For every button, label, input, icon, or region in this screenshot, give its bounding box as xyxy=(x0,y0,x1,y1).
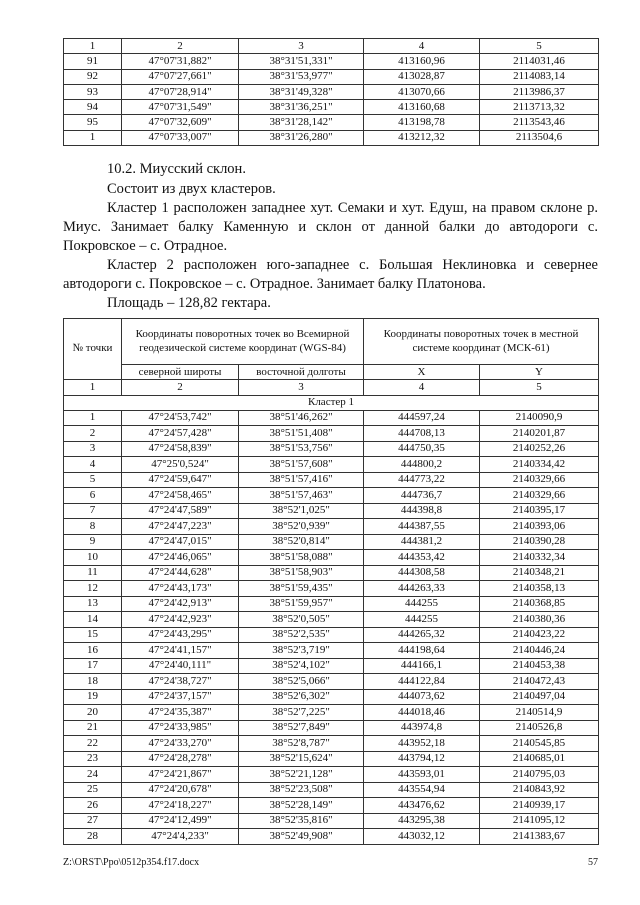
table-cell: 20 xyxy=(64,705,122,721)
table-cell: 38°52'21,128" xyxy=(239,767,364,783)
table-cell: 47°24'47,223" xyxy=(122,519,239,535)
table-cell: 11 xyxy=(64,565,122,581)
table-cell: 23 xyxy=(64,751,122,767)
table-cell: 444166,1 xyxy=(364,658,480,674)
table-row xyxy=(64,457,599,473)
table-cell: 2140329,66 xyxy=(480,488,599,504)
table-cell: 4 xyxy=(64,457,122,473)
table-cell: 47°24'43,295" xyxy=(122,627,239,643)
table-cell: 2140526,8 xyxy=(480,720,599,736)
table-cell: 38°52'7,225" xyxy=(239,705,364,721)
table-cell: 47°24'18,227" xyxy=(122,798,239,814)
table-cell: 38°31'26,280" xyxy=(239,130,364,145)
table-row xyxy=(64,565,599,581)
table-cell: 26 xyxy=(64,798,122,814)
table-cell: 413160,96 xyxy=(364,54,480,69)
table-row xyxy=(64,612,599,628)
latitude-header: северной широты xyxy=(122,365,239,380)
table-row xyxy=(64,410,599,426)
clusters-count-text: Состоит из двух кластеров. xyxy=(107,181,276,197)
table-cell: 38°52'2,535" xyxy=(239,627,364,643)
table-cell: 413198,78 xyxy=(364,115,480,130)
table-cell: 13 xyxy=(64,596,122,612)
table-cell: 38°52'28,149" xyxy=(239,798,364,814)
column-number: 2 xyxy=(122,380,239,396)
table-cell: 2140685,01 xyxy=(480,751,599,767)
table-cell: 47°24'20,678" xyxy=(122,782,239,798)
table1-body xyxy=(64,39,599,146)
table-row xyxy=(64,627,599,643)
column-number: 5 xyxy=(480,39,599,54)
table-cell: 47°24'43,173" xyxy=(122,581,239,597)
table-cell: 38°52'8,787" xyxy=(239,736,364,752)
table-cell: 413212,32 xyxy=(364,130,480,145)
page-number: 57 xyxy=(588,857,598,868)
column-number: 3 xyxy=(239,39,364,54)
table-cell: 47°24'47,589" xyxy=(122,503,239,519)
table-row xyxy=(64,115,599,130)
footer-file-path: Z:\ORST\Ppo\0512p354.f17.docx xyxy=(63,857,200,868)
table-cell: 443974,8 xyxy=(364,720,480,736)
table-row xyxy=(64,720,599,736)
column-number: 1 xyxy=(64,39,122,54)
table-cell: 2140497,04 xyxy=(480,689,599,705)
table-row xyxy=(64,54,599,69)
table-cell: 38°31'53,977" xyxy=(239,69,364,84)
table-row xyxy=(64,503,599,519)
longitude-header: восточной долготы xyxy=(239,365,364,380)
table-cell: 47°24'33,985" xyxy=(122,720,239,736)
table-cell: 38°31'28,142" xyxy=(239,115,364,130)
table-cell: 38°52'4,102" xyxy=(239,658,364,674)
table-cell: 47°24'33,270" xyxy=(122,736,239,752)
table-row xyxy=(64,643,599,659)
table-cell: 444255 xyxy=(364,612,480,628)
table-cell: 47°07'28,914" xyxy=(122,84,239,99)
table-row xyxy=(64,813,599,829)
table-cell: 444597,24 xyxy=(364,410,480,426)
table-cell: 2113713,32 xyxy=(480,100,599,115)
table-row xyxy=(64,736,599,752)
table-cell: 2141383,67 xyxy=(480,829,599,845)
table-cell: 1 xyxy=(64,410,122,426)
table-cell: 47°07'32,609" xyxy=(122,115,239,130)
section-heading: 10.2. Миусский склон. xyxy=(107,161,246,177)
table-cell: 5 xyxy=(64,472,122,488)
table-cell: 38°51'58,088" xyxy=(239,550,364,566)
table-cell: 2140545,85 xyxy=(480,736,599,752)
table-cell: 47°24'53,742" xyxy=(122,410,239,426)
table-row xyxy=(64,581,599,597)
point-number-header: № точки xyxy=(64,319,122,380)
table-cell: 444736,7 xyxy=(364,488,480,504)
table-cell: 38°51'51,408" xyxy=(239,426,364,442)
table-cell: 21 xyxy=(64,720,122,736)
table-cell: 19 xyxy=(64,689,122,705)
table-cell: 47°24'38,727" xyxy=(122,674,239,690)
table-row xyxy=(64,84,599,99)
table-cell: 413028,87 xyxy=(364,69,480,84)
column-number: 1 xyxy=(64,380,122,396)
table-cell: 444073,62 xyxy=(364,689,480,705)
cluster-label: Кластер 1 xyxy=(64,395,599,410)
table-cell: 2140358,13 xyxy=(480,581,599,597)
table-cell: 2140395,17 xyxy=(480,503,599,519)
table-row xyxy=(64,519,599,535)
table-cell: 47°25'0,524" xyxy=(122,457,239,473)
table-row xyxy=(64,69,599,84)
table-cell: 6 xyxy=(64,488,122,504)
table-row xyxy=(64,674,599,690)
table-row xyxy=(64,534,599,550)
table-cell: 2140423,22 xyxy=(480,627,599,643)
table-cell: 94 xyxy=(64,100,122,115)
table-cell: 38°52'0,505" xyxy=(239,612,364,628)
table-cell: 2140201,87 xyxy=(480,426,599,442)
wgs84-header: Координаты поворотных точек во Всемирной геодезической системе координат (WGS-84) xyxy=(122,319,364,365)
table-row xyxy=(64,767,599,783)
table-cell: 2140348,21 xyxy=(480,565,599,581)
table-cell: 38°51'53,756" xyxy=(239,441,364,457)
table-cell: 12 xyxy=(64,581,122,597)
table-cell: 38°52'1,025" xyxy=(239,503,364,519)
table-row xyxy=(64,100,599,115)
column-number-row xyxy=(64,380,599,396)
table-cell: 47°07'31,549" xyxy=(122,100,239,115)
table-cell: 47°24'4,233" xyxy=(122,829,239,845)
table-cell: 18 xyxy=(64,674,122,690)
table-cell: 1 xyxy=(64,130,122,145)
table-cell: 444353,42 xyxy=(364,550,480,566)
table-row xyxy=(64,488,599,504)
table-cell: 47°24'58,465" xyxy=(122,488,239,504)
table2-body xyxy=(64,410,599,844)
table-cell: 47°24'44,628" xyxy=(122,565,239,581)
column-number: 2 xyxy=(122,39,239,54)
table-cell: 38°51'57,463" xyxy=(239,488,364,504)
table-row xyxy=(64,782,599,798)
table-cell: 444018,46 xyxy=(364,705,480,721)
table-cell: 47°24'58,839" xyxy=(122,441,239,457)
table-row xyxy=(64,130,599,145)
table-cell: 38°51'59,435" xyxy=(239,581,364,597)
table-cell: 47°24'35,387" xyxy=(122,705,239,721)
table-cell: 24 xyxy=(64,767,122,783)
table-cell: 444750,35 xyxy=(364,441,480,457)
table-cell: 25 xyxy=(64,782,122,798)
table-cell: 9 xyxy=(64,534,122,550)
table-cell: 47°07'27,661" xyxy=(122,69,239,84)
table-cell: 443476,62 xyxy=(364,798,480,814)
table-cell: 2140090,9 xyxy=(480,410,599,426)
table-row xyxy=(64,550,599,566)
table-cell: 38°51'57,416" xyxy=(239,472,364,488)
column-number: 3 xyxy=(239,380,364,396)
table-cell: 444255 xyxy=(364,596,480,612)
column-number: 4 xyxy=(364,39,480,54)
table-cell: 2114083,14 xyxy=(480,69,599,84)
table-cell: 38°52'35,816" xyxy=(239,813,364,829)
table-cell: 16 xyxy=(64,643,122,659)
table-cell: 47°24'42,923" xyxy=(122,612,239,628)
table-cell: 444398,8 xyxy=(364,503,480,519)
table-cell: 444387,55 xyxy=(364,519,480,535)
table-cell: 2113504,6 xyxy=(480,130,599,145)
cluster-row xyxy=(64,395,599,410)
area-text: Площадь – 128,82 гектара. xyxy=(107,295,271,311)
table-cell: 2141095,12 xyxy=(480,813,599,829)
table-cell: 3 xyxy=(64,441,122,457)
table-cell: 2140332,34 xyxy=(480,550,599,566)
table-cell: 47°24'28,278" xyxy=(122,751,239,767)
table2-header xyxy=(64,319,599,411)
table-cell: 2140514,9 xyxy=(480,705,599,721)
table-cell: 47°24'47,015" xyxy=(122,534,239,550)
table-cell: 38°52'6,302" xyxy=(239,689,364,705)
table-cell: 2140453,38 xyxy=(480,658,599,674)
table-cell: 38°51'46,262" xyxy=(239,410,364,426)
table-cell: 47°24'42,913" xyxy=(122,596,239,612)
coordinates-table-continuation xyxy=(63,38,599,146)
table-cell: 27 xyxy=(64,813,122,829)
table-cell: 444122,84 xyxy=(364,674,480,690)
table-cell: 38°31'36,251" xyxy=(239,100,364,115)
table-cell: 95 xyxy=(64,115,122,130)
table-cell: 444263,33 xyxy=(364,581,480,597)
table-cell: 17 xyxy=(64,658,122,674)
column-number: 4 xyxy=(364,380,480,396)
table-cell: 47°24'46,065" xyxy=(122,550,239,566)
table-cell: 28 xyxy=(64,829,122,845)
table-cell: 2140334,42 xyxy=(480,457,599,473)
table-cell: 38°52'49,908" xyxy=(239,829,364,845)
table-cell: 443952,18 xyxy=(364,736,480,752)
table-cell: 443794,12 xyxy=(364,751,480,767)
table-cell: 47°24'41,157" xyxy=(122,643,239,659)
table-cell: 444800,2 xyxy=(364,457,480,473)
table-row xyxy=(64,658,599,674)
column-number-row xyxy=(64,39,599,54)
table-cell: 38°52'23,508" xyxy=(239,782,364,798)
table-cell: 2140795,03 xyxy=(480,767,599,783)
table-cell: 444265,32 xyxy=(364,627,480,643)
table-cell: 47°24'59,647" xyxy=(122,472,239,488)
table-cell: 2140843,92 xyxy=(480,782,599,798)
table-cell: 2113543,46 xyxy=(480,115,599,130)
table-cell: 38°52'7,849" xyxy=(239,720,364,736)
table-cell: 443295,38 xyxy=(364,813,480,829)
table-row xyxy=(64,441,599,457)
table-row xyxy=(64,829,599,845)
table-cell: 2140329,66 xyxy=(480,472,599,488)
table-row xyxy=(64,689,599,705)
table-cell: 38°52'0,939" xyxy=(239,519,364,535)
table-cell: 444308,58 xyxy=(364,565,480,581)
table-cell: 2 xyxy=(64,426,122,442)
table-cell: 2113986,37 xyxy=(480,84,599,99)
table-row xyxy=(64,426,599,442)
table-cell: 47°24'37,157" xyxy=(122,689,239,705)
msk61-header: Координаты поворотных точек в местной системе координат (МСК-61) xyxy=(364,319,599,365)
table-cell: 444198,64 xyxy=(364,643,480,659)
table-cell: 38°52'15,624" xyxy=(239,751,364,767)
table-cell: 2140252,26 xyxy=(480,441,599,457)
table-cell: 38°51'57,608" xyxy=(239,457,364,473)
table-cell: 38°51'58,903" xyxy=(239,565,364,581)
table-cell: 38°51'59,957" xyxy=(239,596,364,612)
table-row xyxy=(64,472,599,488)
table-cell: 14 xyxy=(64,612,122,628)
table-cell: 38°31'49,328" xyxy=(239,84,364,99)
x-header: X xyxy=(364,365,480,380)
column-number: 5 xyxy=(480,380,599,396)
table-cell: 2140939,17 xyxy=(480,798,599,814)
cluster1-description: Кластер 1 расположен западнее хут. Семаки и хут. Едуш, на правом склоне р. Миус. Занимает балку Каменную и склон от данной балки до автодороги с. Покровское – с. Отрадное. xyxy=(63,200,598,254)
table-cell: 38°52'3,719" xyxy=(239,643,364,659)
table-cell: 38°31'51,331" xyxy=(239,54,364,69)
table-cell: 7 xyxy=(64,503,122,519)
table-cell: 2140472,43 xyxy=(480,674,599,690)
table-cell: 444773,22 xyxy=(364,472,480,488)
table-cell: 2140393,06 xyxy=(480,519,599,535)
table-cell: 38°52'0,814" xyxy=(239,534,364,550)
table-cell: 413070,66 xyxy=(364,84,480,99)
table-cell: 47°24'57,428" xyxy=(122,426,239,442)
table-cell: 47°24'12,499" xyxy=(122,813,239,829)
table-cell: 443032,12 xyxy=(364,829,480,845)
table-cell: 2114031,46 xyxy=(480,54,599,69)
table-cell: 47°24'40,111" xyxy=(122,658,239,674)
table-cell: 22 xyxy=(64,736,122,752)
table-cell: 91 xyxy=(64,54,122,69)
table-cell: 444381,2 xyxy=(364,534,480,550)
table-cell: 93 xyxy=(64,84,122,99)
table-cell: 10 xyxy=(64,550,122,566)
table-cell: 47°07'33,007" xyxy=(122,130,239,145)
table-cell: 443593,01 xyxy=(364,767,480,783)
table-row xyxy=(64,751,599,767)
table-cell: 8 xyxy=(64,519,122,535)
table-row xyxy=(64,798,599,814)
table-cell: 443554,94 xyxy=(364,782,480,798)
y-header: Y xyxy=(480,365,599,380)
table-cell: 2140368,85 xyxy=(480,596,599,612)
table-cell: 2140390,28 xyxy=(480,534,599,550)
table-row xyxy=(64,596,599,612)
table-cell: 38°52'5,066" xyxy=(239,674,364,690)
table-cell: 15 xyxy=(64,627,122,643)
table-cell: 413160,68 xyxy=(364,100,480,115)
table-cell: 2140380,36 xyxy=(480,612,599,628)
table-cell: 92 xyxy=(64,69,122,84)
table-cell: 47°07'31,882" xyxy=(122,54,239,69)
coordinates-table xyxy=(63,318,599,845)
cluster2-description: Кластер 2 расположен юго-западнее с. Большая Неклиновка и севернее автодороги с. Покровское – с. Отрадное. Занимает балку Платонова. xyxy=(63,257,598,292)
table-cell: 2140446,24 xyxy=(480,643,599,659)
table-cell: 47°24'21,867" xyxy=(122,767,239,783)
table-row xyxy=(64,705,599,721)
table-cell: 444708,13 xyxy=(364,426,480,442)
